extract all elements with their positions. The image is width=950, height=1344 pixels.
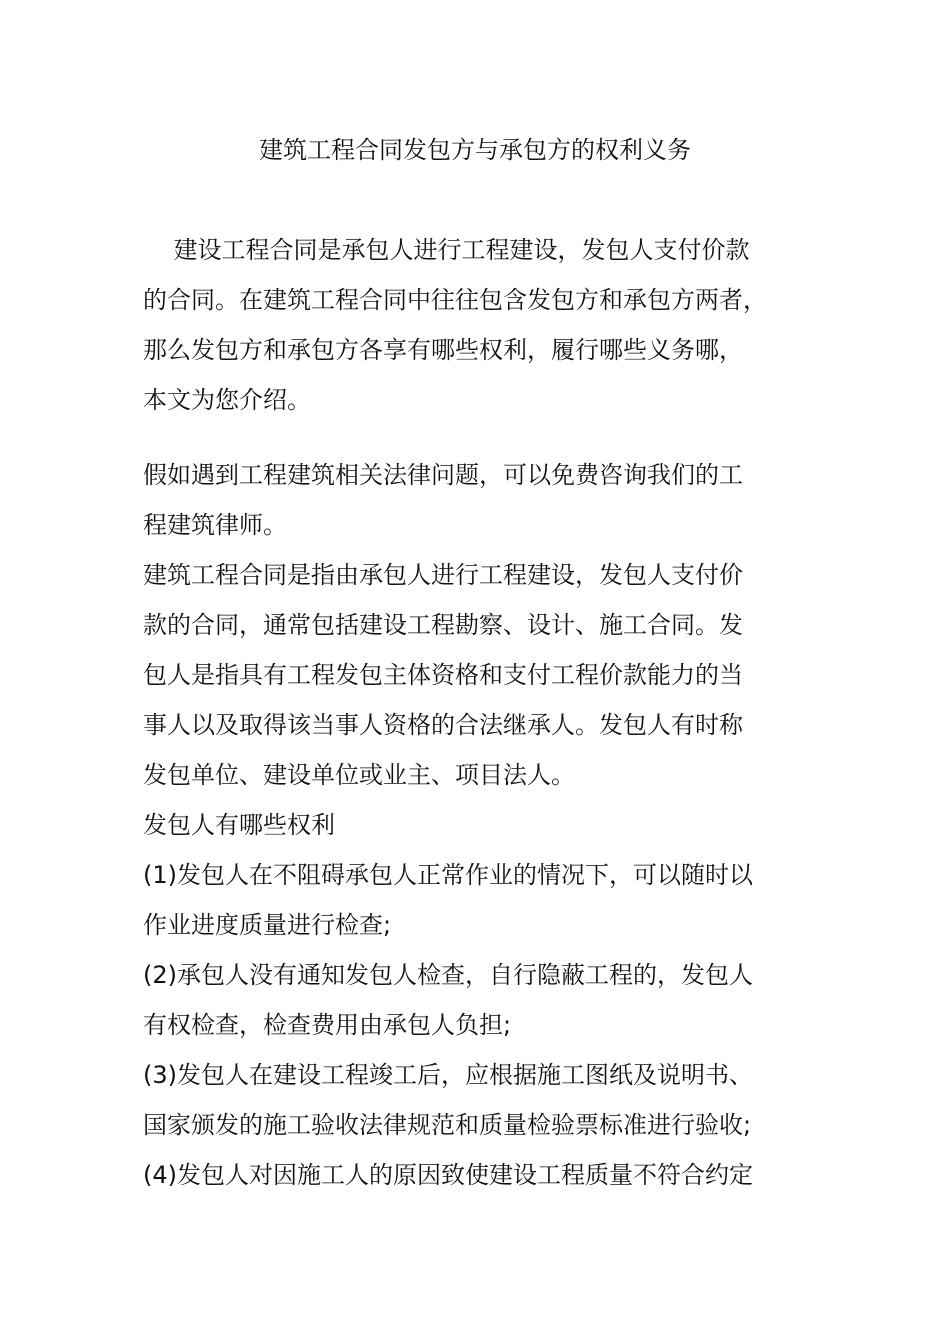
section-heading: 发包人有哪些权利	[143, 811, 335, 839]
list-item-line: (4)发包人对因施工人的原因致使建设工程质量不符合约定	[143, 1161, 753, 1189]
text-line: 程建筑律师。	[143, 511, 287, 539]
text-line: 事人以及取得该当事人资格的合法继承人。发包人有时称	[143, 711, 743, 739]
text-line: 的合同。在建筑工程合同中往往包含发包方和承包方两者，	[143, 286, 767, 314]
text-line: 假如遇到工程建筑相关法律问题，可以免费咨询我们的工	[143, 461, 743, 489]
body-paragraphs	[143, 450, 803, 1200]
list-item-line: 有权检查，检查费用由承包人负担;	[143, 1011, 512, 1039]
text-line: 建设工程合同是承包人进行工程建设，发包人支付价款	[143, 236, 750, 264]
text-line: 包人是指具有工程发包主体资格和支付工程价款能力的当	[143, 661, 743, 689]
list-item-line: 国家颁发的施工验收法律规范和质量检验票标准进行验收;	[143, 1111, 752, 1139]
text-line: 款的合同，通常包括建设工程勘察、设计、施工合同。发	[143, 611, 743, 639]
list-item-line: 作业进度质量进行检查;	[143, 911, 392, 939]
document-title: 建筑工程合同发包方与承包方的权利义务	[259, 136, 691, 164]
list-item-line: (3)发包人在建设工程竣工后，应根据施工图纸及说明书、	[143, 1061, 753, 1089]
list-item-line: (1)发包人在不阻碍承包人正常作业的情况下，可以随时以	[143, 861, 753, 889]
intro-paragraph	[143, 225, 803, 425]
text-line: 发包单位、建设单位或业主、项目法人。	[143, 761, 575, 789]
text-line: 建筑工程合同是指由承包人进行工程建设，发包人支付价	[143, 561, 743, 589]
text-line: 本文为您介绍。	[143, 386, 311, 414]
list-item-line: (2)承包人没有通知发包人检查，自行隐蔽工程的，发包人	[143, 961, 753, 989]
text-line: 那么发包方和承包方各享有哪些权利，履行哪些义务哪，	[143, 336, 743, 364]
